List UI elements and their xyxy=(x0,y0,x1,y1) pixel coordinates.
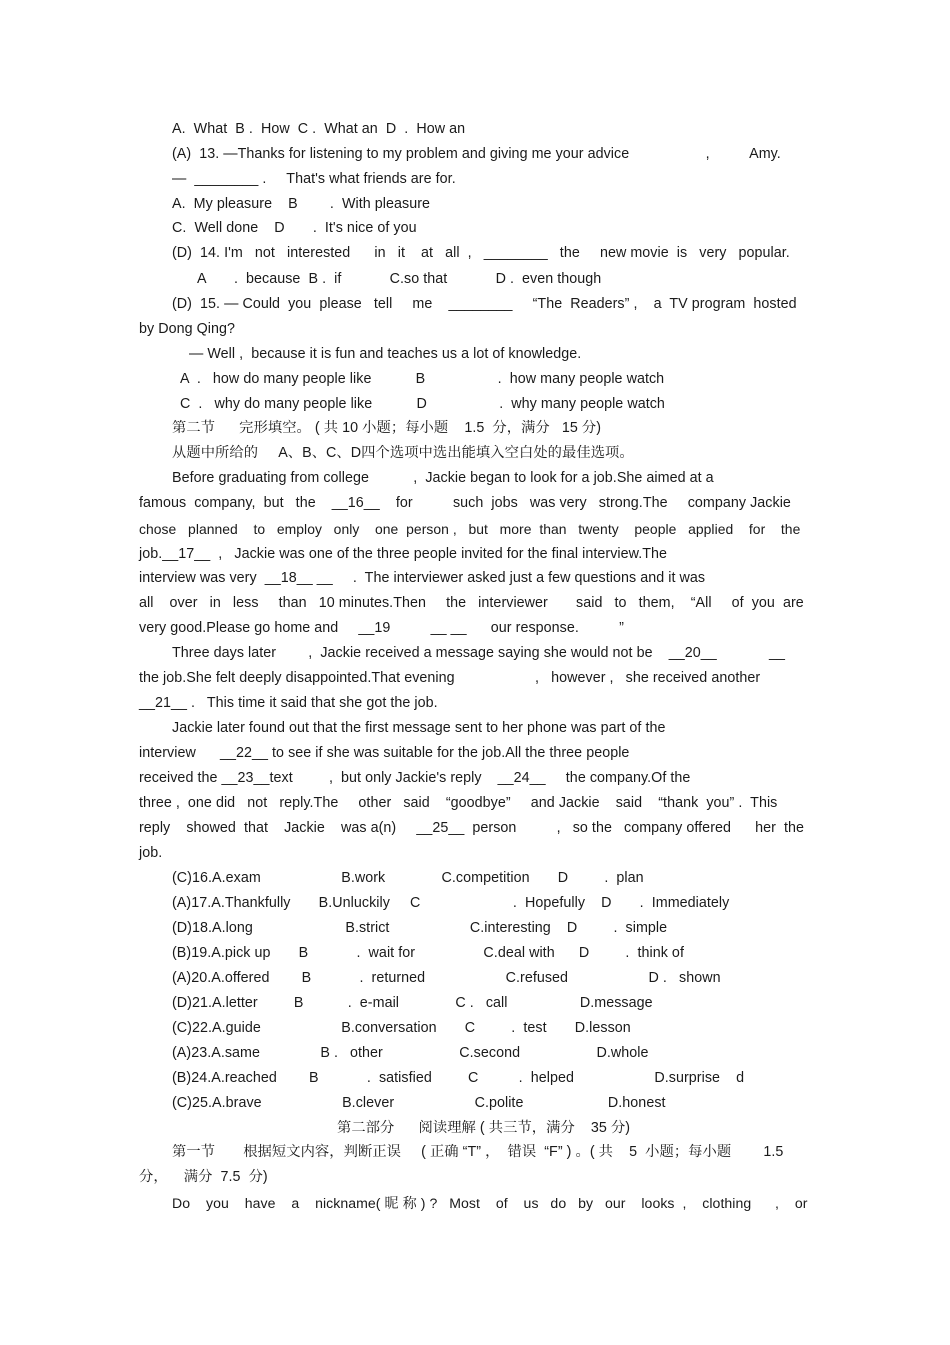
passage-line: famous company, but the __16__ for such jobs was very strong.The company Jackie xyxy=(139,495,791,511)
section-heading-cloze: 第二节 完形填空。 ( 共 10 小题；每小题 1.5 分，满分 15 分) xyxy=(172,420,602,436)
passage-line: reply showed that Jackie was a(n) __25__ person , so the company offered her the xyxy=(139,820,805,836)
passage-line: very good.Please go home and __19 __ __ our response. ” xyxy=(139,620,624,636)
option-line-q14: A . because B . if C.so that D . even though xyxy=(197,271,602,287)
passage-line: job.__17__ , Jackie was one of the three people invited for the final interview.The xyxy=(139,546,668,562)
section-instruction: 从题中所给的 A、B、C、D四个选项中选出能填入空白处的最佳选项。 xyxy=(172,445,634,461)
question-15: (D) 15. — Could you please tell me ________ “The Readers” , a TV program hosted xyxy=(172,296,797,312)
cloze-option-row-25: (C)25.A.brave B.clever C.polite D.honest xyxy=(172,1095,666,1111)
section-heading-true-false: 第一节 根据短文内容，判断正误 ( 正确 “T” ， 错误 “F” ) 。( 共 5 小题；每小题 1.5 xyxy=(172,1144,784,1160)
passage-line: received the __23__text , but only Jackie's reply __24__ the company.Of the xyxy=(139,770,691,786)
section-heading-true-false-cont: 分， 满分 7.5 分) xyxy=(139,1169,268,1185)
question-15-cont: by Dong Qing? xyxy=(139,321,236,337)
question-13: (A) 13. —Thanks for listening to my problem and giving me your advice , Amy. xyxy=(172,146,781,162)
passage-line: all over in less than 10 minutes.Then the interviewer said to them, “All of you are xyxy=(139,595,804,611)
passage-line: interview __22__ to see if she was suitable for the job.All the three people xyxy=(139,745,630,761)
part-heading-reading: 第二部分 阅读理解 ( 共三节，满分 35 分) xyxy=(337,1120,631,1136)
passage-line: Three days later , Jackie received a message saying she would not be __20__ __ xyxy=(172,645,785,661)
passage-line: Before graduating from college , Jackie began to look for a job.She aimed at a xyxy=(172,470,714,486)
passage-line: three , one did not reply.The other said “goodbye” and Jackie said “thank you” . This xyxy=(139,795,778,811)
cloze-option-row-23: (A)23.A.same B . other C.second D.whole xyxy=(172,1045,649,1061)
option-line-q13-ab: A. My pleasure B . With pleasure xyxy=(172,196,431,212)
passage-line: Jackie later found out that the first message sent to her phone was part of the xyxy=(172,720,666,736)
cloze-option-row-22: (C)22.A.guide B.conversation C . test D.lesson xyxy=(172,1020,631,1036)
cloze-option-row-16: (C)16.A.exam B.work C.competition D . plan xyxy=(172,870,644,886)
option-line-q15-cd: C . why do many people like D . why many people watch xyxy=(180,396,665,412)
passage-line: __21__ . This time it said that she got the job. xyxy=(139,695,438,711)
cloze-option-row-21: (D)21.A.letter B . e-mail C . call D.message xyxy=(172,995,653,1011)
cloze-option-row-18: (D)18.A.long B.strict C.interesting D . simple xyxy=(172,920,668,936)
reading-passage-line: Do you have a nickname( 昵 称 ) ? Most of us do by our looks , clothing , or xyxy=(172,1195,808,1211)
option-line-q13-cd: C. Well done D . It's nice of you xyxy=(172,220,417,236)
passage-line: interview was very __18__ __ . The interviewer asked just a few questions and it was xyxy=(139,570,706,586)
cloze-option-row-20: (A)20.A.offered B . returned C.refused D . shown xyxy=(172,970,721,986)
question-14: (D) 14. I'm not interested in it at all , ________ the new movie is very popular. xyxy=(172,245,790,261)
cloze-option-row-24: (B)24.A.reached B . satisfied C . helped D.surprise d xyxy=(172,1070,745,1086)
passage-line: job. xyxy=(139,845,163,861)
option-line-q12: A. What B . How C . What an D . How an xyxy=(172,121,466,137)
question-13-reply: — ________ . That's what friends are for. xyxy=(172,171,456,187)
option-line-q15-ab: A . how do many people like B . how many people watch xyxy=(180,371,665,387)
question-15-reply: — Well , because it is fun and teaches us a lot of knowledge. xyxy=(189,346,582,362)
cloze-option-row-17: (A)17.A.Thankfully B.Unluckily C . Hopefully D . Immediately xyxy=(172,895,730,911)
passage-line: chose planned to employ only one person , but more than twenty people applied for the xyxy=(139,521,801,537)
passage-line: the job.She felt deeply disappointed.That evening , however , she received another xyxy=(139,670,761,686)
cloze-option-row-19: (B)19.A.pick up B . wait for C.deal with D . think of xyxy=(172,945,684,961)
